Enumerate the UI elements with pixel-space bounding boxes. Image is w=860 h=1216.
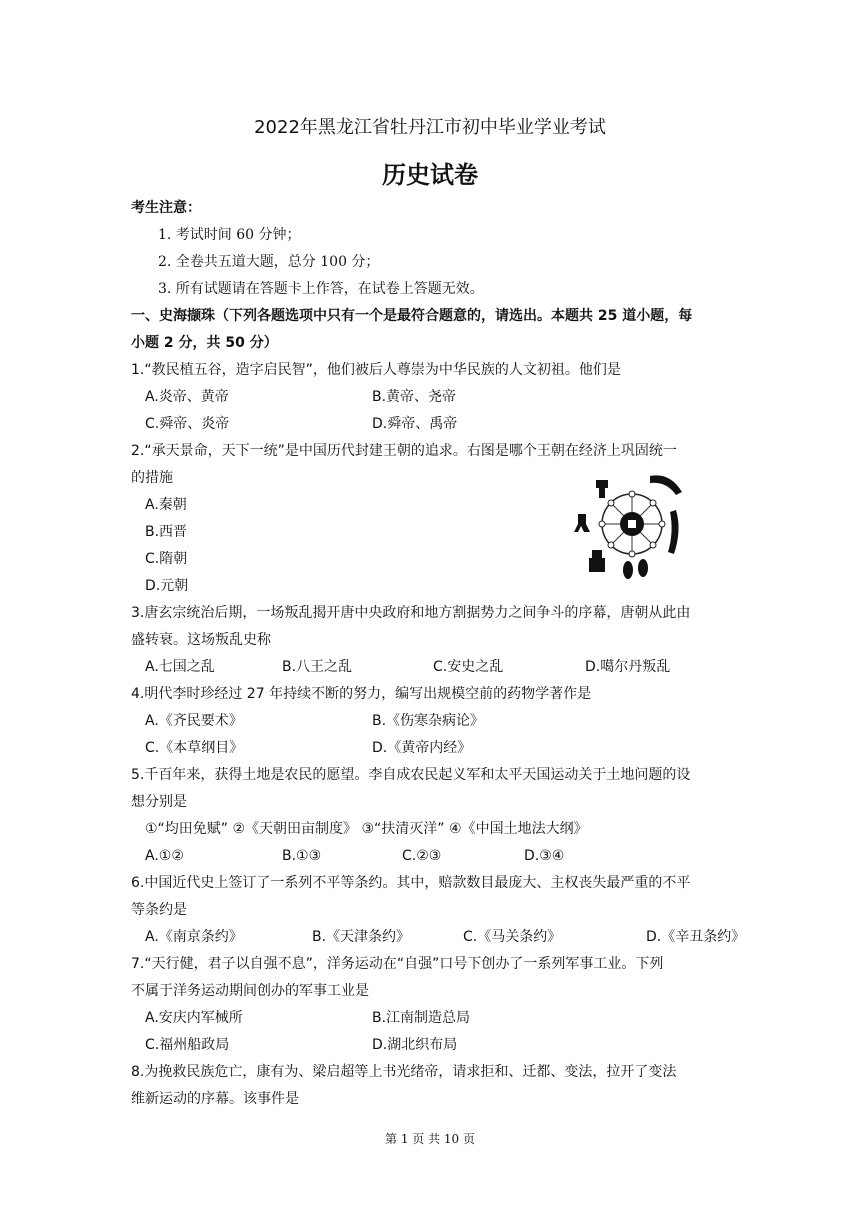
- notice-item: 3. 所有试题请在答题卡上作答，在试卷上答题无效。: [158, 281, 484, 297]
- question-7-option-b: B.江南制造总局: [372, 1010, 471, 1026]
- question-1-stem: 1.“教民植五谷，造字启民智”，他们被后人尊崇为中华民族的人文初祖。他们是: [131, 362, 621, 378]
- question-2-option-a: A.秦朝: [145, 497, 187, 513]
- question-3-option-d: D.噶尔丹叛乱: [585, 659, 671, 675]
- question-5-option-d: D.③④: [524, 848, 565, 864]
- question-2-option-c: C.隋朝: [145, 551, 188, 567]
- question-2-option-b: B.西晋: [145, 524, 188, 540]
- question-6-option-d: D.《辛丑条约》: [646, 929, 746, 945]
- question-7-option-d: D.湖北织布局: [372, 1037, 458, 1053]
- question-3-stem-cont: 盛转衰。这场叛乱史称: [131, 632, 271, 648]
- question-6-option-a: A.《南京条约》: [145, 929, 243, 945]
- question-4-stem: 4.明代李时珍经过 27 年持续不断的努力，编写出规模空前的药物学著作是: [131, 686, 592, 702]
- question-7-option-c: C.福州船政局: [145, 1037, 230, 1053]
- question-6-option-c: C.《马关条约》: [463, 929, 562, 945]
- question-5-option-a: A.①②: [145, 848, 184, 864]
- question-4-option-a: A.《齐民要术》: [145, 713, 243, 729]
- question-7-stem-cont: 不属于洋务运动期间创办的军事工业是: [131, 983, 369, 999]
- question-7-stem: 7.“天行健，君子以自强不息”，洋务运动在“自强”口号下创办了一系列军事工业。下列: [131, 956, 664, 972]
- question-5-option-c: C.②③: [402, 848, 442, 864]
- question-3-option-b: B.八王之乱: [282, 659, 353, 675]
- question-6-stem: 6.中国近代史上签订了一系列不平等条约。其中，赔款数目最庞大、主权丧失最严重的不平: [131, 875, 691, 891]
- question-4-option-d: D.《黄帝内经》: [372, 740, 472, 756]
- notice-heading: 考生注意：: [131, 200, 201, 216]
- exam-title: 2022年黑龙江省牡丹江市初中毕业学业考试: [254, 117, 606, 138]
- question-6-option-b: B.《天津条约》: [312, 929, 411, 945]
- question-2-stem: 2.“承天景命，天下一统”是中国历代封建王朝的追求。右图是哪个王朝在经济上巩固统一: [131, 443, 677, 459]
- question-1-option-a: A.炎帝、黄帝: [145, 389, 229, 405]
- question-8-stem-cont: 维新运动的序幕。该事件是: [131, 1091, 299, 1107]
- question-7-option-a: A.安庆内军械所: [145, 1010, 243, 1026]
- exam-subtitle: 历史试卷: [382, 161, 478, 189]
- question-6-stem-cont: 等条约是: [131, 902, 187, 918]
- question-8-stem: 8.为挽救民族危亡，康有为、梁启超等上书光绪帝，请求拒和、迁都、变法，拉开了变法: [131, 1064, 677, 1080]
- notice-item: 2. 全卷共五道大题，总分 100 分；: [158, 254, 380, 270]
- question-5-items: ①“均田免赋” ②《天朝田亩制度》 ③“扶清灭洋” ④《中国土地法大纲》: [145, 821, 588, 837]
- currency-diagram-image: [572, 470, 688, 582]
- question-5-option-b: B.①③: [282, 848, 322, 864]
- section-heading: 一、史海撷珠（下列各题选项中只有一个是最符合题意的，请选出。本题共 25 道小题，每: [131, 308, 693, 324]
- question-1-option-c: C.舜帝、炎帝: [145, 416, 230, 432]
- section-heading-cont: 小题 2 分，共 50 分）: [131, 335, 278, 351]
- page-number-footer: 第 1 页 共 10 页: [385, 1132, 475, 1146]
- question-2-stem-cont: 的措施: [131, 470, 173, 486]
- question-3-option-a: A.七国之乱: [145, 659, 215, 675]
- question-1-option-d: D.舜帝、禹帝: [372, 416, 458, 432]
- question-3-stem: 3.唐玄宗统治后期，一场叛乱揭开唐中央政府和地方割据势力之间争斗的序幕，唐朝从此由: [131, 605, 691, 621]
- question-5-stem: 5.千百年来，获得土地是农民的愿望。李自成农民起义军和太平天国运动关于土地问题的设: [131, 767, 691, 783]
- question-5-stem-cont: 想分别是: [131, 794, 187, 810]
- question-3-option-c: C.安史之乱: [433, 659, 504, 675]
- question-1-option-b: B.黄帝、尧帝: [372, 389, 457, 405]
- question-4-option-c: C.《本草纲目》: [145, 740, 244, 756]
- notice-item: 1. 考试时间 60 分钟；: [158, 227, 301, 243]
- question-4-option-b: B.《伤寒杂病论》: [372, 713, 485, 729]
- question-2-option-d: D.元朝: [145, 578, 189, 594]
